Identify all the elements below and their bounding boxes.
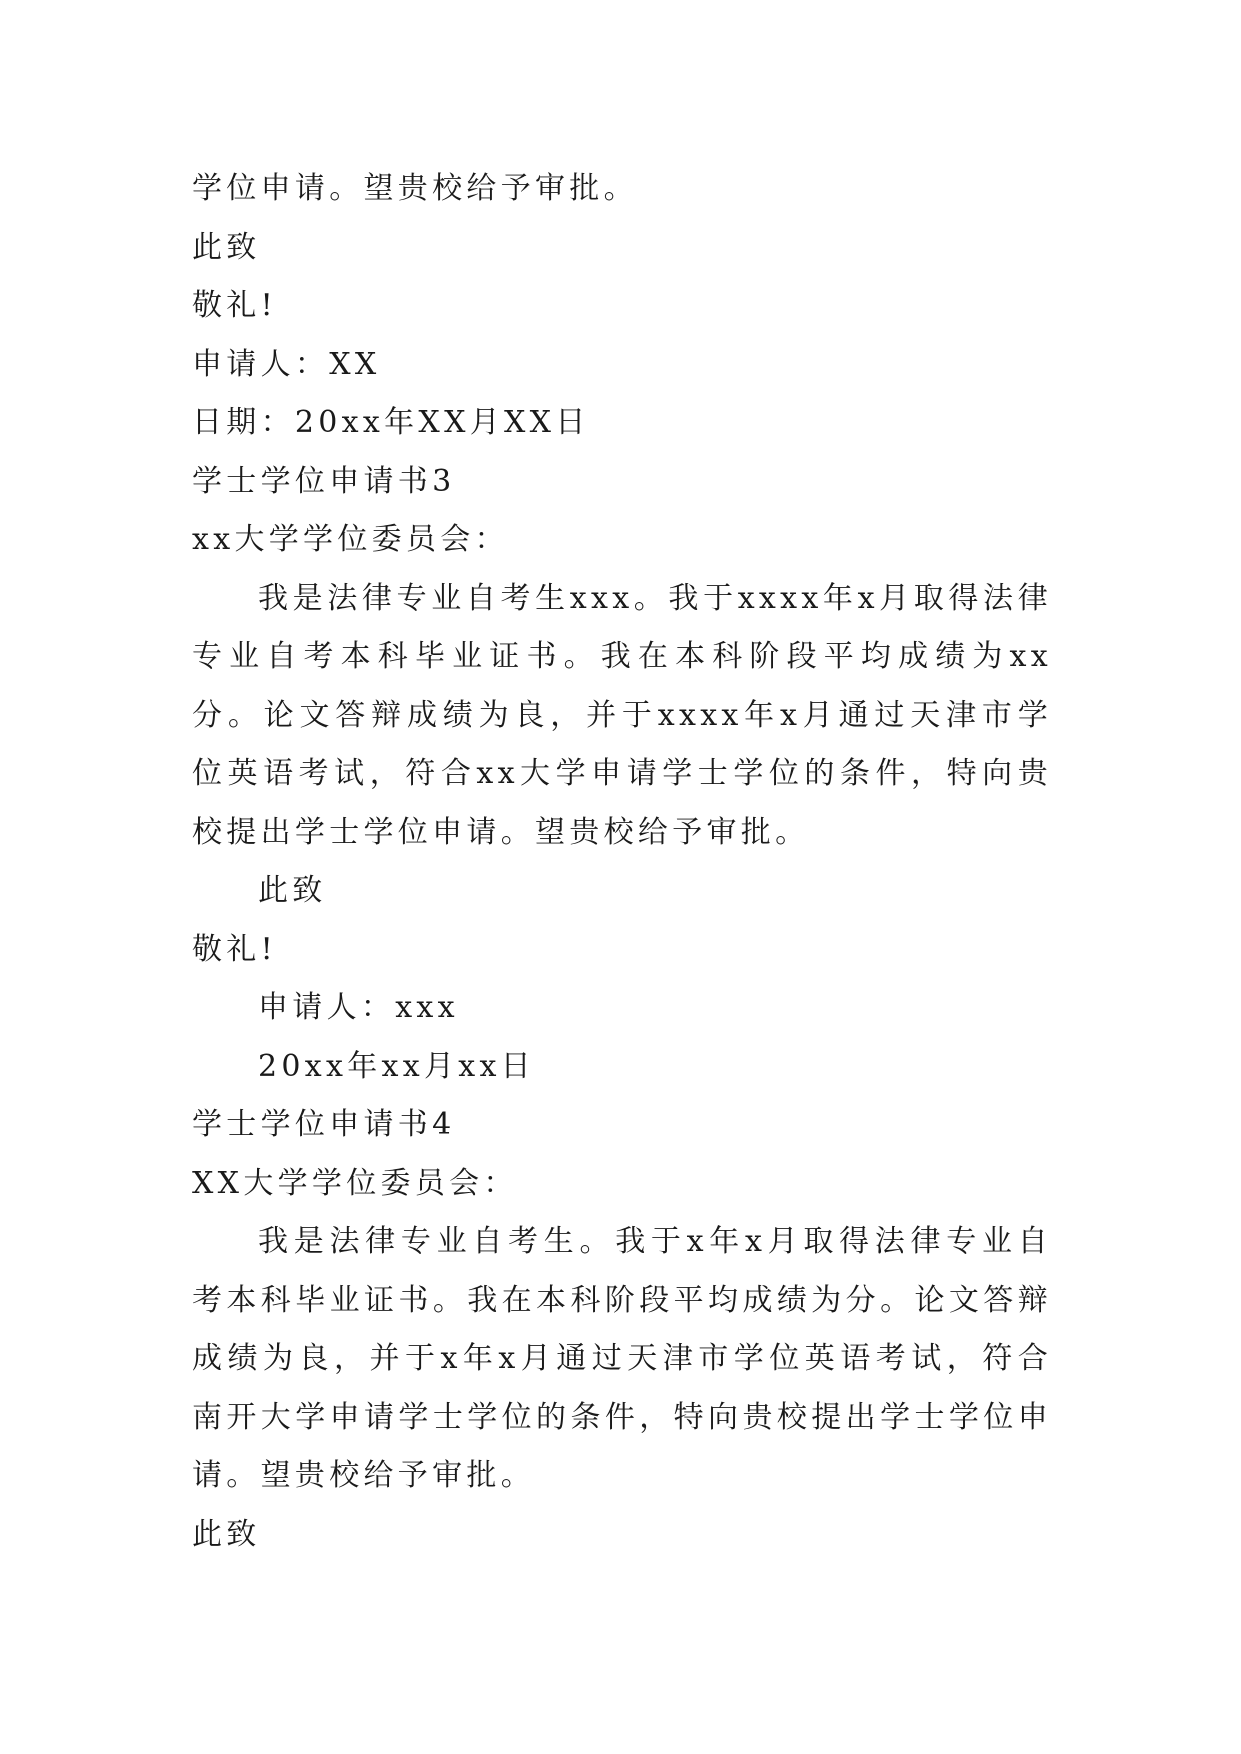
- closing-line: 此致: [192, 229, 261, 265]
- letter4-body: 我是法律专业自考生。我于x年x月取得法律专业自考本科毕业证书。我在本科阶段平均成绩为分。论文答辩成绩为良，并于x年x月通过天津市学位英语考试，符合南开大学申请学士学位的条件，特向贵校提出学士学位申请。望贵校给予审批。: [192, 1224, 1052, 1493]
- continued-paragraph-end: 学位申请。望贵校给予审批。: [192, 171, 638, 206]
- letter4-addressee: XX大学学位委员会：: [192, 1165, 518, 1201]
- letter3-body: 我是法律专业自考生xxx。我于xxxx年x月取得法律专业自考本科毕业证书。我在本科阶段平均成绩为xx分。论文答辩成绩为良，并于xxxx年x月通过天津市学位英语考试，符合xx大学申请学士学位的条件，特向贵校提出学士学位申请。望贵校给予审批。: [192, 580, 1052, 850]
- document-page: [192, 160, 1052, 1564]
- letter3-addressee: xx大学学位委员会：: [192, 522, 509, 557]
- letter4-title: 学士学位申请书4: [192, 1107, 456, 1142]
- letter3-salute: 敬礼!: [192, 931, 277, 967]
- date-line: 日期：20xx年XX月XX日: [192, 405, 590, 440]
- letter3-date: 20xx年xx月xx日: [258, 1048, 535, 1084]
- letter3-applicant: 申请人：xxx: [258, 990, 459, 1025]
- salute-line: 敬礼!: [192, 288, 277, 323]
- letter3-closing: 此致: [258, 873, 327, 908]
- letter4-closing: 此致: [192, 1516, 261, 1552]
- letter3-title: 学士学位申请书3: [192, 463, 456, 499]
- applicant-line: 申请人：XX: [192, 346, 381, 382]
